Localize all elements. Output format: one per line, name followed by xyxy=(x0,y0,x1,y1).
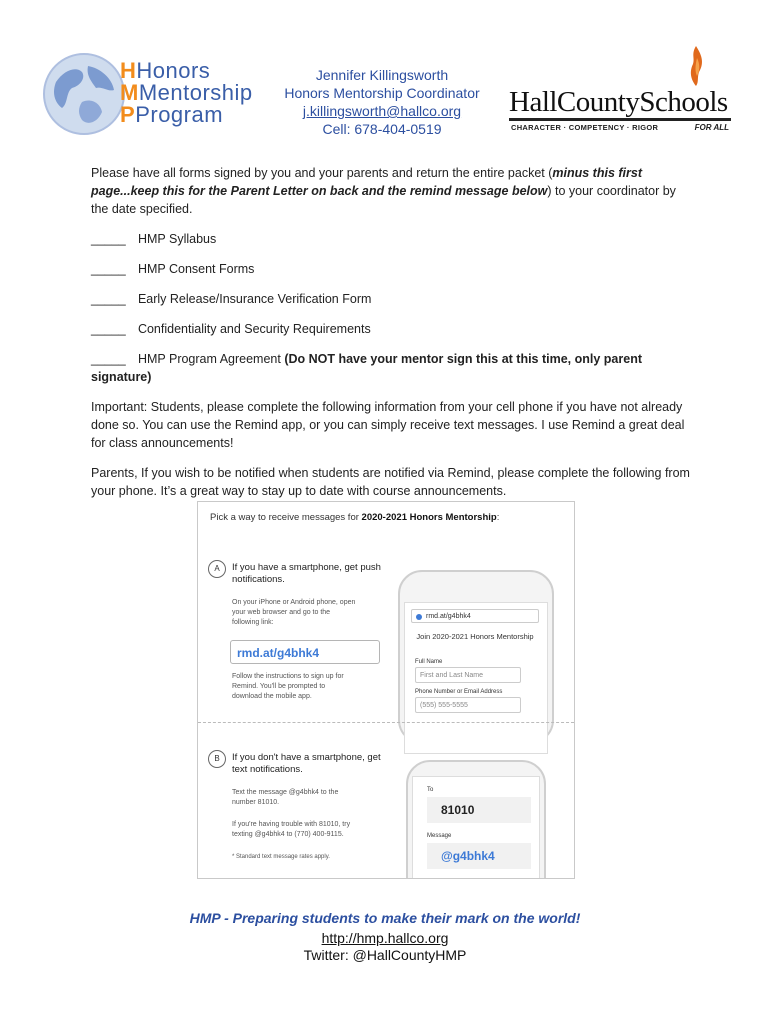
checklist-blank: _____ xyxy=(91,322,126,336)
intro-text-2: ) to your coordinator by the date specified. xyxy=(91,184,676,216)
option-a-title: If you have a smartphone, get push notifications. xyxy=(232,562,381,585)
footer-tagline: HMP - Preparing students to make their mark on the world! xyxy=(189,910,581,926)
option-a-badge: A xyxy=(208,560,226,578)
option-b-rates: * Standard text message rates apply. xyxy=(232,854,330,860)
checklist-blank: _____ xyxy=(91,352,126,366)
globe-icon xyxy=(42,52,126,136)
checklist-item xyxy=(91,260,691,278)
checklist-blank: _____ xyxy=(91,262,126,276)
important-paragraph: Important: Students, please complete the following information from your cell phone if you have not already done so. You can use the Remind app, or you can simply receive text messages. I use Remind a great deal for class announcements! xyxy=(91,400,685,450)
option-a-follow: Follow the instructions to sign up for Remind. You'll be prompted to download the mobile app. xyxy=(232,673,344,700)
torch-flame-icon xyxy=(685,44,707,88)
option-b-trouble: If you're having trouble with 81010, try texting @g4bhk4 to (770) 400-9115. xyxy=(232,821,351,838)
phone-to-label: To xyxy=(427,787,434,793)
phone-message-label: Message xyxy=(427,833,452,839)
hmp-logo-line2: Mentorship xyxy=(138,80,253,105)
checklist-note: (Do NOT have your mentor sign this at this time, only parent signature) xyxy=(91,352,642,384)
footer-url xyxy=(0,930,770,946)
checklist-blank: _____ xyxy=(91,232,126,246)
checklist-item xyxy=(91,290,691,308)
hcs-divider xyxy=(509,118,731,121)
checklist-item xyxy=(91,320,691,338)
hmp-logo-line1: Honors xyxy=(136,58,211,83)
option-b-instructions: Text the message @g4bhk4 to the number 81010. xyxy=(232,789,339,806)
remind-link-box: rmd.at/g4bhk4 xyxy=(230,640,380,664)
checklist-label: HMP Syllabus xyxy=(137,232,217,246)
phone-to-value: 81010 xyxy=(427,797,531,823)
checklist-label: Confidentiality and Security Requirements xyxy=(137,322,371,336)
intro-text-1: Please have all forms signed by you and your parents and return the entire packet ( xyxy=(91,166,553,180)
phone-mockup-b xyxy=(406,760,546,879)
phone-screen-a xyxy=(404,602,548,754)
phone-contact-field: (555) 555-5555 xyxy=(415,697,521,713)
phone-screen-b xyxy=(412,776,540,879)
checklist-blank: _____ xyxy=(91,292,126,306)
hcs-for-all: FOR ALL xyxy=(694,123,729,132)
phone-contact-label: Phone Number or Email Address xyxy=(415,689,503,695)
hmp-logo-line3: Program xyxy=(135,102,224,127)
coordinator-cell: Cell: 678-404-0519 xyxy=(322,121,442,137)
remind-instructions-image xyxy=(197,501,575,879)
phone-message-value: @g4bhk4 xyxy=(427,843,531,869)
coordinator-email-link[interactable]: j.killingsworth@hallco.org xyxy=(302,103,462,119)
checklist-label: Early Release/Insurance Verification Form xyxy=(137,292,372,306)
phone-full-name-label: Full Name xyxy=(415,659,443,665)
remind-heading: Pick a way to receive messages for 2020-2021 Honors Mentorship: xyxy=(210,512,500,523)
hcs-name: HallCountySchools xyxy=(509,86,728,118)
hmp-logo-wordmark: HHonors MMentorship PProgram xyxy=(120,58,253,127)
coordinator-title: Honors Mentorship Coordinator xyxy=(284,85,480,101)
coordinator-info xyxy=(262,66,502,138)
intro-paragraph xyxy=(91,164,681,218)
coordinator-name: Jennifer Killingsworth xyxy=(315,67,449,83)
options-divider xyxy=(198,722,574,723)
footer-url-link[interactable]: http://hmp.hallco.org xyxy=(321,930,449,946)
phone-url-bar: rmd.at/g4bhk4 xyxy=(411,609,539,623)
phone-mockup-a xyxy=(398,570,554,744)
option-b-title: If you don't have a smartphone, get text notifications. xyxy=(232,752,381,775)
checklist-label: HMP Program Agreement xyxy=(137,352,285,366)
hall-county-schools-logo xyxy=(505,44,735,134)
checklist-item xyxy=(91,350,651,386)
footer-twitter: Twitter: @HallCountyHMP xyxy=(303,947,467,963)
option-b-badge: B xyxy=(208,750,226,768)
hmp-logo xyxy=(40,48,260,138)
parents-paragraph: Parents, If you wish to be notified when students are notified via Remind, please complete the following from your phone. It’s a great way to stay up to date with course announcements. xyxy=(91,466,690,498)
phone-full-name-field: First and Last Name xyxy=(415,667,521,683)
checklist-label: HMP Consent Forms xyxy=(137,262,255,276)
remind-dot-icon xyxy=(416,614,422,620)
hcs-tagline: CHARACTER · COMPETENCY · RIGOR xyxy=(511,123,659,132)
phone-join-text: Join 2020-2021 Honors Mentorship xyxy=(416,632,534,641)
intro-bold-text: minus this first page...keep this for the Parent Letter on back and the remind message below xyxy=(91,166,642,198)
checklist-item xyxy=(91,230,691,248)
option-a-instructions: On your iPhone or Android phone, open your web browser and go to the following link: xyxy=(232,599,356,626)
